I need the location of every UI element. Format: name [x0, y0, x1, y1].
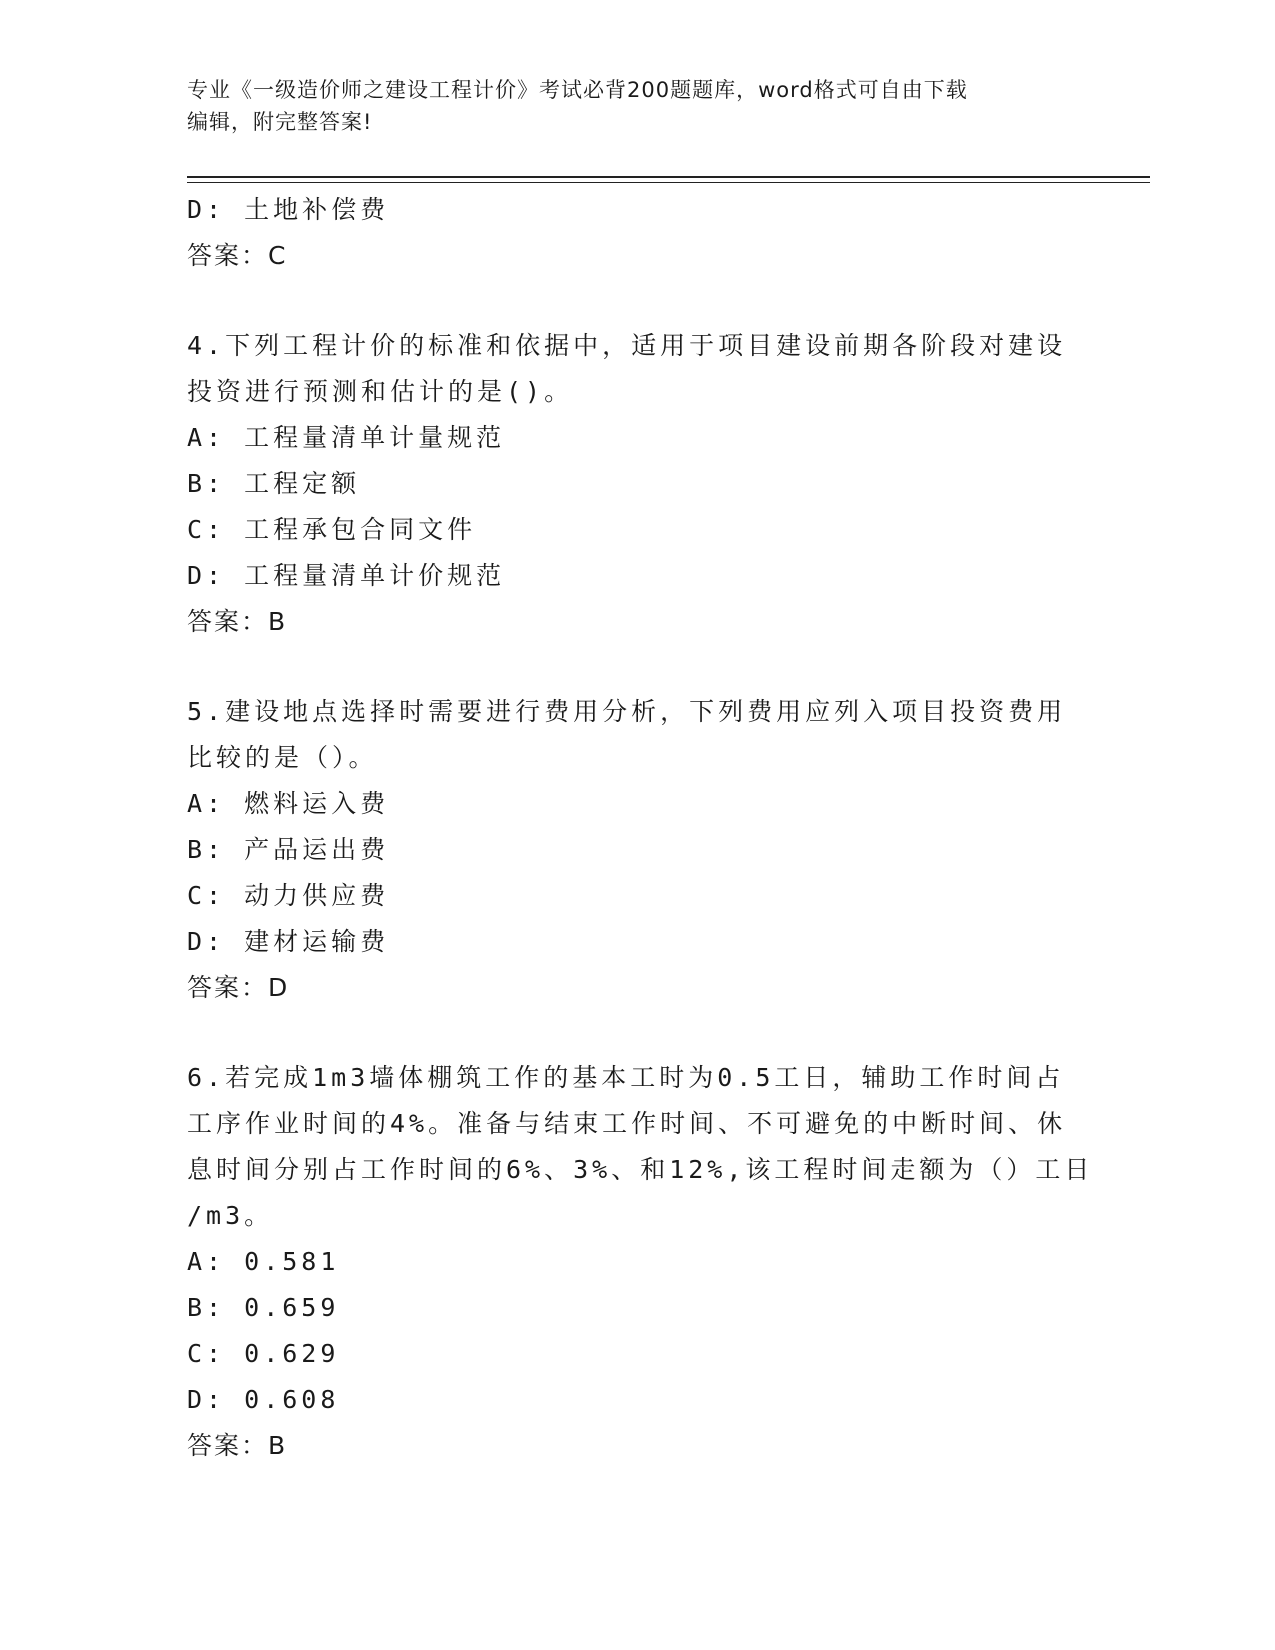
option-a: A: 工程量清单计量规范 — [187, 423, 506, 452]
question-list — [187, 187, 1094, 1469]
document-header — [187, 74, 1067, 138]
answer-line: 答案：B — [187, 1431, 288, 1460]
header-divider-thick — [187, 176, 1150, 178]
question-text-line: 4.下列工程计价的标准和依据中，适用于项目建设前期各阶段对建设 — [187, 331, 1067, 360]
option-b: B: 工程定额 — [187, 469, 361, 498]
question-4 — [187, 323, 1067, 645]
option-d: D: 0.608 — [187, 1385, 340, 1414]
option-a: A: 0.581 — [187, 1247, 340, 1276]
question-text-line: 5.建设地点选择时需要进行费用分析，下列费用应列入项目投资费用 — [187, 697, 1067, 726]
header-line-1: 专业《一级造价师之建设工程计价》考试必背200题题库，word格式可自由下载 — [187, 78, 968, 102]
header-line-2: 编辑，附完整答案! — [187, 110, 373, 134]
answer-line: 答案：C — [187, 241, 288, 270]
option-b: B: 0.659 — [187, 1293, 340, 1322]
option-c: C: 0.629 — [187, 1339, 340, 1368]
option-d: D: 土地补偿费 — [187, 195, 390, 224]
question-5 — [187, 689, 1067, 1011]
header-divider-thin — [187, 182, 1150, 183]
question-text-line: 息时间分别占工作时间的6%、3%、和12%,该工程时间走额为（）工日 — [187, 1155, 1094, 1184]
option-d: D: 工程量清单计价规范 — [187, 561, 506, 590]
question-text-line: /m3。 — [187, 1201, 274, 1230]
previous-question-tail — [187, 187, 1067, 279]
option-a: A: 燃料运入费 — [187, 789, 390, 818]
question-text-line: 工序作业时间的4%。准备与结束工作时间、不可避免的中断时间、休 — [187, 1109, 1067, 1138]
option-b: B: 产品运出费 — [187, 835, 390, 864]
question-text-line: 6.若完成1m3墙体棚筑工作的基本工时为0.5工日，辅助工作时间占 — [187, 1063, 1065, 1092]
question-text-line: 比较的是（）。 — [187, 743, 378, 772]
option-c: C: 动力供应费 — [187, 881, 390, 910]
question-6 — [187, 1055, 1094, 1469]
answer-line: 答案：B — [187, 607, 288, 636]
question-text-line: 投资进行预测和估计的是()。 — [187, 377, 574, 406]
option-c: C: 工程承包合同文件 — [187, 515, 477, 544]
option-d: D: 建材运输费 — [187, 927, 390, 956]
answer-line: 答案：D — [187, 973, 290, 1002]
